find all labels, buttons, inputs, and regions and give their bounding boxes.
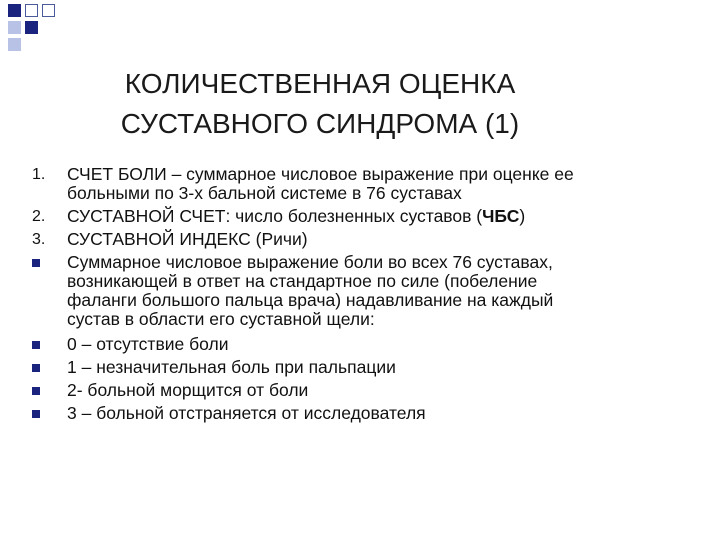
list-item-text: 0 – отсутствие боли <box>67 334 229 354</box>
list-item-grade-1 <box>32 358 672 377</box>
list-item-grade-0 <box>32 335 672 354</box>
title-line-2: СУСТАВНОГО СИНДРОМА (1) <box>120 108 520 139</box>
list-item-text: сустав в области его суставной щели: <box>67 309 375 329</box>
list-item-text: больными по 3-х бальной системе в 76 суставах <box>67 183 462 203</box>
list-item-text: 2- больной морщится от боли <box>67 380 309 400</box>
corner-square-outline <box>42 4 55 17</box>
list-item-text: 1 – незначительная боль при пальпации <box>67 357 396 377</box>
list-item-text: СЧЕТ БОЛИ – суммарное числовое выражение при оценке ее <box>67 164 574 184</box>
list-item-joint-count <box>32 207 672 226</box>
list-item-text: Суммарное числовое выражение боли во всех 76 суставах, <box>67 252 553 272</box>
list-item-text-part: СУСТАВНОЙ СЧЕТ: число болезненных суставов ( <box>67 206 483 226</box>
square-bullet-icon <box>32 410 40 418</box>
corner-square-light <box>8 38 21 51</box>
corner-square-outline <box>25 4 38 17</box>
square-bullet-icon <box>32 259 40 267</box>
corner-square-navy <box>8 4 21 17</box>
square-bullet-icon <box>32 387 40 395</box>
list-item-text: возникающей в ответ на стандартное по силе (побеление <box>67 271 538 291</box>
content-list <box>32 165 672 423</box>
list-item-text: фаланги большого пальца врача) надавливание на каждый <box>67 290 554 310</box>
list-item-joint-index <box>32 230 672 249</box>
list-item-description <box>32 253 672 329</box>
corner-square-navy <box>25 21 38 34</box>
abbreviation-bold: ЧБС <box>482 206 520 226</box>
slide-title <box>0 64 640 144</box>
list-item-grade-2 <box>32 381 672 400</box>
list-item-text: 3 – больной отстраняется от исследователя <box>67 403 426 423</box>
list-marker: 3. <box>32 231 46 248</box>
corner-square-light <box>8 21 21 34</box>
list-marker: 1. <box>32 166 46 183</box>
list-item-pain-score <box>32 165 672 203</box>
list-item-text-part: ) <box>519 206 526 226</box>
square-bullet-icon <box>32 341 40 349</box>
list-item-grade-3 <box>32 404 672 423</box>
square-bullet-icon <box>32 364 40 372</box>
list-marker: 2. <box>32 208 46 225</box>
list-item-text: СУСТАВНОЙ ИНДЕКС (Ричи) <box>67 229 308 249</box>
title-line-1: КОЛИЧЕСТВЕННАЯ ОЦЕНКА <box>124 68 516 99</box>
list-item-text <box>67 207 672 226</box>
